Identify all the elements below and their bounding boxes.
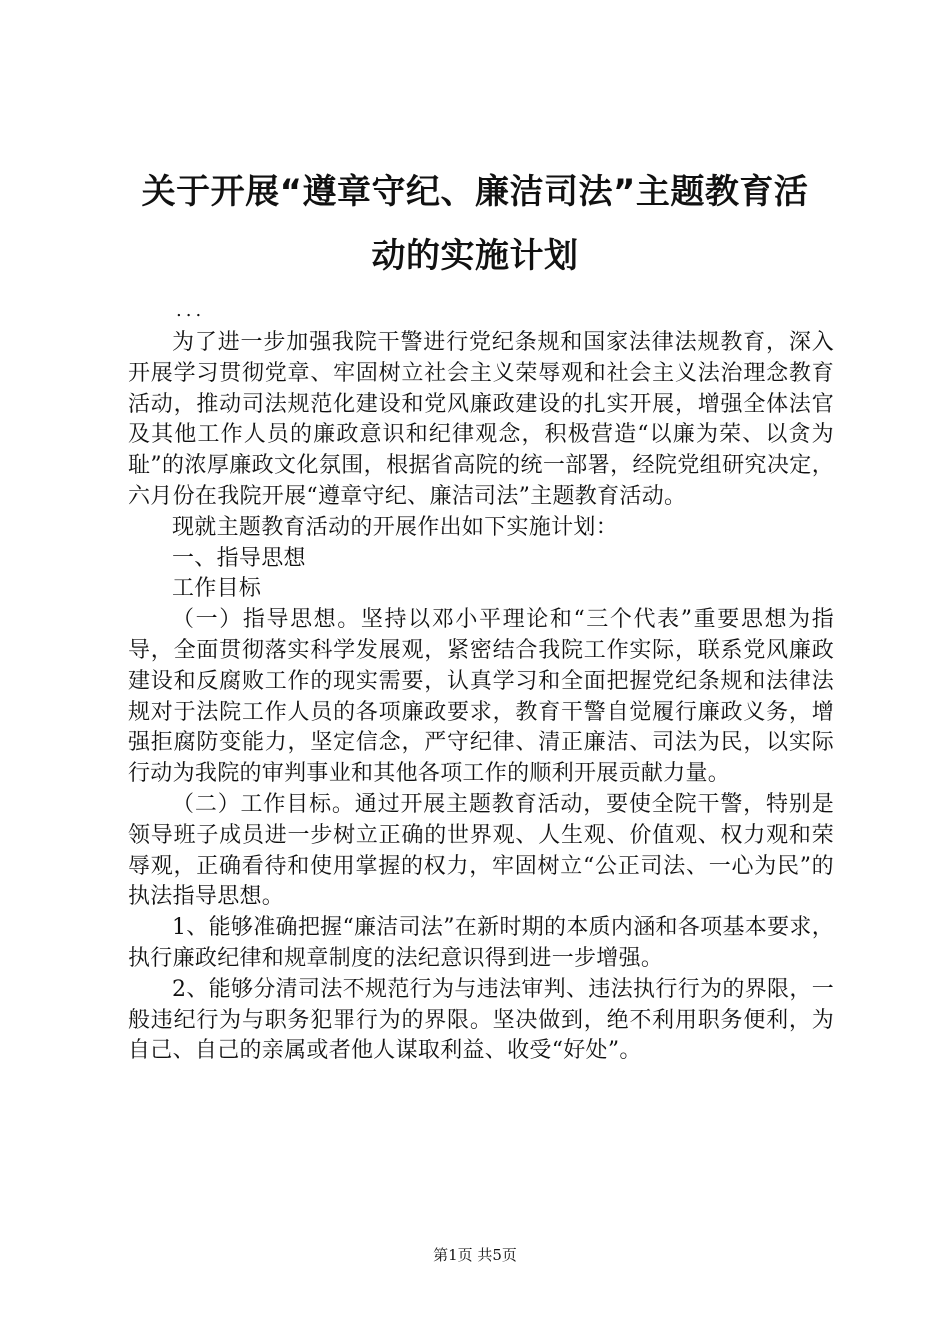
ellipsis-mark: ...	[176, 300, 206, 321]
paragraph-guiding-thought: （一）指导思想。坚持以邓小平理论和“三个代表”重要思想为指导，全面贯彻落实科学发展观，紧密结合我院工作实际，联系党风廉政建设和反腐败工作的现实需要，认真学习和全面把握党纪条规和法律法规对于法院工作人员的各项廉政要求，教育干警自觉履行廉政义务，增强拒腐防变能力，坚定信念，严守纪律、清正廉洁、司法为民，以实际行动为我院的审判事业和其他各项工作的顺利开展贡献力量。	[128, 607, 834, 787]
document-title	[110, 160, 840, 288]
paragraph-intro: 为了进一步加强我院干警进行党纪条规和国家法律法规教育，深入开展学习贯彻党章、牢固树立社会主义荣辱观和社会主义法治理念教育活动，推动司法规范化建设和党风廉政建设的扎实开展，增强全体法官及其他工作人员的廉政意识和纪律观念，积极营造“以廉为荣、以贪为耻”的浓厚廉政文化氛围，根据省高院的统一部署，经院党组研究决定，六月份在我院开展“遵章守纪、廉洁司法”主题教育活动。	[128, 330, 834, 509]
section-heading-guiding-thought: 一、指导思想	[172, 545, 306, 571]
paragraph-plan-intro: 现就主题教育活动的开展作出如下实施计划：	[172, 514, 619, 540]
title-line-2: 动的实施计划	[371, 236, 579, 276]
page-footer: 第1页 共5页	[433, 1246, 517, 1264]
title-line-1: 关于开展“遵章守纪、廉洁司法”主题教育活	[141, 172, 809, 212]
paragraph-goal-item-1: 1、能够准确把握“廉洁司法”在新时期的本质内涵和各项基本要求，执行廉政纪律和规章制度的法纪意识得到进一步增强。	[128, 915, 834, 971]
paragraph-work-goal: （二）工作目标。通过开展主题教育活动，要使全院干警，特别是领导班子成员进一步树立正确的世界观、人生观、价值观、权力观和荣辱观，正确看待和使用掌握的权力，牢固树立“公正司法、一心为民”的执法指导思想。	[128, 791, 834, 910]
paragraph-goal-item-2: 2、能够分清司法不规范行为与违法审判、违法执行行为的界限，一般违纪行为与职务犯罪行为的界限。坚决做到，绝不利用职务便利，为自己、自己的亲属或者他人谋取利益、收受“好处”。	[128, 976, 834, 1064]
section-heading-work-goal: 工作目标	[172, 576, 262, 602]
document-body	[128, 328, 834, 1067]
